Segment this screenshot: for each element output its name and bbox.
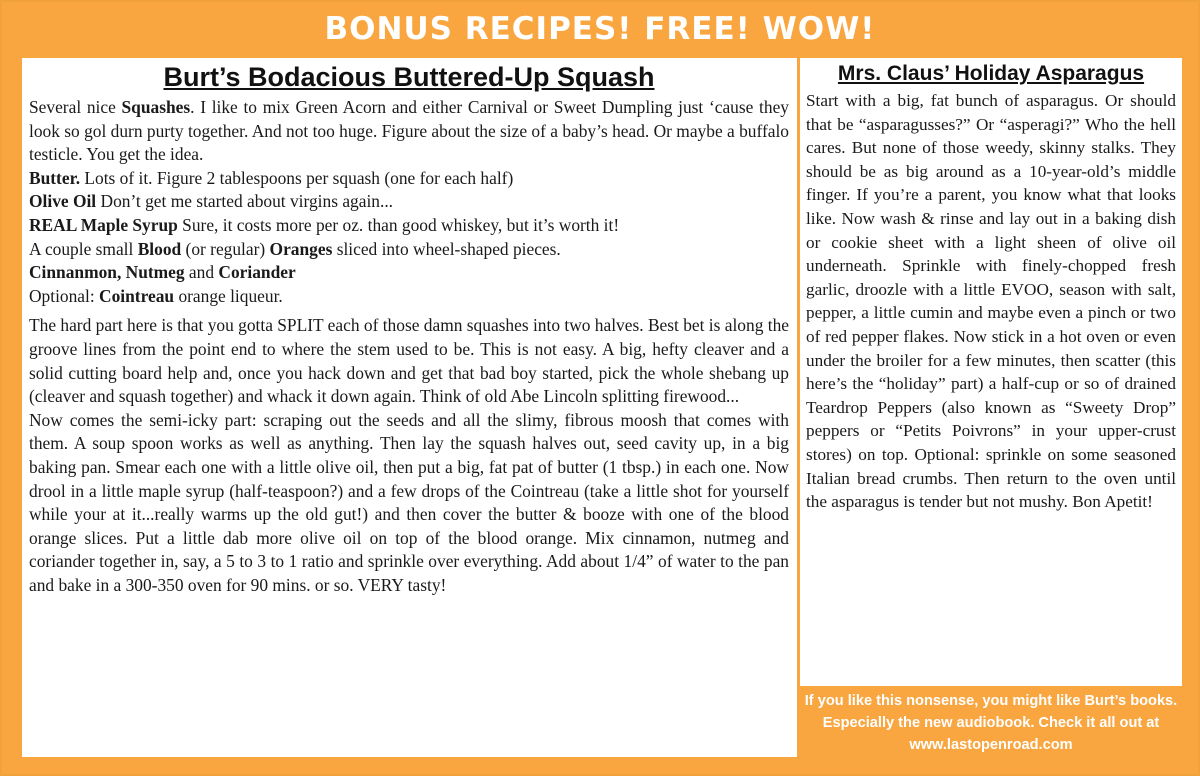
ingredient-text: orange liqueur. (174, 285, 283, 306)
ingredient-cointreau (29, 285, 789, 309)
instruction-paragraph-bake: Now comes the semi-icky part: scraping out the seeds and all the slimy, fibrous moosh that comes with them. A soup spoon works as well as anything. Then lay the squash halves out, seed cavity up, in a big baking pan. Smear each one with a little olive oil, then put a big, fat pat of butter (1 tbsp.) in each one. Now drool in a little maple syrup (half-teaspoon?) and a few drops of the Cointreau (take a little shot for yourself while your at it...really warms up the old gut!) and then cover the butter & booze with one of the blood orange slices. Put a little dab more olive oil on top of the blood orange. Mix cinnamon, nutmeg and coriander together in, say, a 5 to 3 to 1 ratio and sprinkle over everything. Add about 1/4” of water to the pan and bake in a 300-350 oven for 90 mins. or so. VERY tasty! (29, 409, 789, 595)
ingredient-text: Don’t get me started about virgins again... (96, 191, 394, 212)
website-link[interactable]: www.lastopenroad.com (909, 736, 1073, 753)
asparagus-paragraph: Start with a big, fat bunch of asparagus. Or should that be “asparagusses?” Or “asperagi?” Who the hell cares. But none of those weedy, skinny stalks. They should be as big around as a 10-year-old’s middle finger. If you’re a parent, you know what that looks like. Now wash & rinse and lay out in a baking dish or cookie sheet with a light sheen of olive oil underneath. Sprinkle with finely-chopped fresh garlic, droozle with a little EVOO, season with salt, pepper, a little cumin and maybe even a pinch or two of red pepper flakes. Now stick in a hot oven or even under the broiler for a few minutes, then scatter (this here’s the “holiday” part) a half-cup or so of drained Teardrop Peppers (also known as “Sweety Drop” peppers or “Petits Poivrons” in your upper-crust stores) on top. Optional: sprinkle on some seasoned Italian bread crumbs. Then return to the oven until the asparagus is tender but not mushy. Bon Apetit! (806, 91, 1176, 512)
asparagus-instructions (806, 89, 1176, 514)
ingredient-squashes (29, 96, 789, 167)
ingredient-text: sliced into wheel-shaped pieces. (332, 238, 561, 259)
ingredient-text: Several nice (29, 97, 122, 117)
ingredient-text: A couple small (29, 238, 138, 259)
ingredient-name: Cointreau (99, 285, 175, 306)
promo-line: If you like this nonsense, you might like Burt’s books. (804, 692, 1178, 709)
ingredient-name: Cinnanmon, Nutmeg (29, 262, 185, 283)
ingredient-name: REAL Maple Syrup (29, 214, 178, 235)
ingredient-name: Olive Oil (29, 191, 97, 212)
asparagus-recipe-panel (800, 58, 1182, 686)
squash-ingredients (29, 96, 789, 308)
ingredient-name: Oranges (269, 238, 333, 259)
ingredient-butter (29, 167, 789, 191)
ingredient-text: Lots of it. Figure 2 tablespoons per squash (one for each half) (80, 167, 514, 188)
squash-recipe-panel (22, 58, 797, 757)
ingredient-name: Squashes (121, 97, 191, 117)
ingredient-text: . I like to mix Green Acorn and either Carnival or Sweet Dumpling just ‘cause they look so gol durn purty together. And not too huge. Figure about the size of a baby’s head. Or maybe a buffalo testicle. You get the idea. (29, 97, 789, 165)
right-column (800, 58, 1182, 757)
ingredient-text: and (184, 262, 219, 283)
ingredient-text: Sure, it costs more per oz. than good whiskey, but it’s worth it! (177, 214, 620, 235)
ingredient-spices (29, 261, 789, 285)
ingredient-maple-syrup (29, 214, 789, 238)
squash-recipe-title: Burt’s Bodacious Buttered-Up Squash (163, 62, 655, 92)
squash-instructions (29, 314, 789, 597)
banner-title: BONUS RECIPES! FREE! WOW! (324, 11, 876, 47)
ingredient-oranges (29, 238, 789, 262)
ingredient-name: Blood (137, 238, 182, 259)
ingredient-text: Optional: (29, 285, 100, 306)
ingredient-name: Coriander (218, 262, 296, 283)
promo-line: Especially the new audiobook. Check it all out at (822, 714, 1160, 731)
promo-box (800, 688, 1182, 757)
ingredient-olive-oil (29, 190, 789, 214)
asparagus-recipe-title: Mrs. Claus’ Holiday Asparagus (837, 62, 1145, 85)
instruction-paragraph-split: The hard part here is that you gotta SPLIT each of those damn squashes into two halves. Best bet is along the groove lines from the point end to where the stem used to be. This is not easy. A big, hefty cleaver and a solid cutting board help and, once you hack down and get that bad boy started, pick the whole shebang up (cleaver and squash together) and whack it down again. Think of old Abe Lincoln splitting firewood... (29, 315, 789, 407)
ingredient-text: (or regular) (181, 238, 270, 259)
ingredient-name: Butter. (29, 167, 81, 188)
